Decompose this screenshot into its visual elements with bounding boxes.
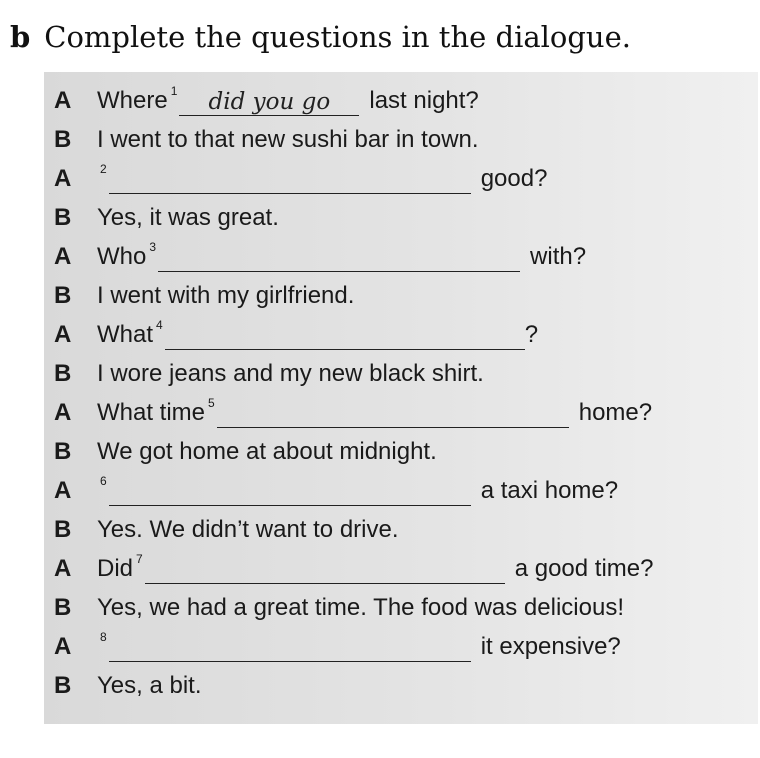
answer-blank-8[interactable] <box>109 633 471 662</box>
answer-blank-6[interactable] <box>109 477 471 506</box>
speaker-label: B <box>54 438 72 465</box>
question-end: last night? <box>369 87 479 114</box>
answer-blank-4[interactable] <box>165 321 525 350</box>
speaker-label: A <box>54 633 72 660</box>
question-start: Did <box>97 555 134 582</box>
blank-number: 3 <box>149 240 157 254</box>
speaker-label: B <box>54 672 72 699</box>
question-end: home? <box>578 399 653 426</box>
question-end: ? <box>524 321 539 348</box>
response-text: We got home at about midnight. <box>97 438 437 465</box>
blank-number: 1 <box>170 84 178 98</box>
response-text: Yes, we had a great time. The food was delicious! <box>97 594 624 621</box>
answer-blank-2[interactable] <box>109 165 471 194</box>
answer-blank-5[interactable] <box>217 399 569 428</box>
speaker-label: A <box>54 477 72 504</box>
speaker-label: A <box>54 399 72 426</box>
blank-number: 8 <box>100 630 107 644</box>
response-text: Yes, it was great. <box>97 204 279 231</box>
speaker-label: B <box>54 126 72 153</box>
response-text: Yes. We didn’t want to drive. <box>97 516 399 543</box>
response-text: I wore jeans and my new black shirt. <box>97 360 484 387</box>
blank-number: 4 <box>156 318 163 332</box>
question-end: good? <box>480 165 548 192</box>
speaker-label: B <box>54 594 72 621</box>
blank-number: 2 <box>100 162 107 176</box>
question-end: a good time? <box>514 555 654 582</box>
response-text: Yes, a bit. <box>97 672 202 699</box>
dialogue-panel <box>44 72 758 724</box>
speaker-label: A <box>54 321 72 348</box>
blank-number: 5 <box>208 396 215 410</box>
response-text: I went with my girlfriend. <box>97 282 355 309</box>
question-end: a taxi home? <box>480 477 619 504</box>
answer-blank-7[interactable] <box>145 555 505 584</box>
question-end: it expensive? <box>480 633 621 660</box>
speaker-label: A <box>54 243 72 270</box>
speaker-label: B <box>54 360 72 387</box>
question-end: with? <box>530 243 587 270</box>
exercise-heading <box>10 20 631 54</box>
blank-number: 6 <box>100 474 107 488</box>
speaker-label: A <box>54 555 72 582</box>
exercise-instruction: Complete the questions in the dialogue. <box>44 20 631 54</box>
speaker-label: B <box>54 204 72 231</box>
blank-number: 7 <box>136 552 143 566</box>
question-start: What time <box>97 399 206 426</box>
question-start: Who <box>97 243 147 270</box>
speaker-label: B <box>54 282 72 309</box>
question-start: What <box>97 321 154 348</box>
speaker-label: A <box>54 165 72 192</box>
speaker-label: A <box>54 87 72 114</box>
answer-blank-1[interactable] <box>179 87 359 116</box>
response-text: I went to that new sushi bar in town. <box>97 126 479 153</box>
answer-blank-3[interactable] <box>158 243 520 272</box>
exercise-letter: b <box>10 20 31 54</box>
example-answer: did you go <box>208 88 331 115</box>
speaker-label: B <box>54 516 72 543</box>
question-start: Where <box>97 87 168 114</box>
